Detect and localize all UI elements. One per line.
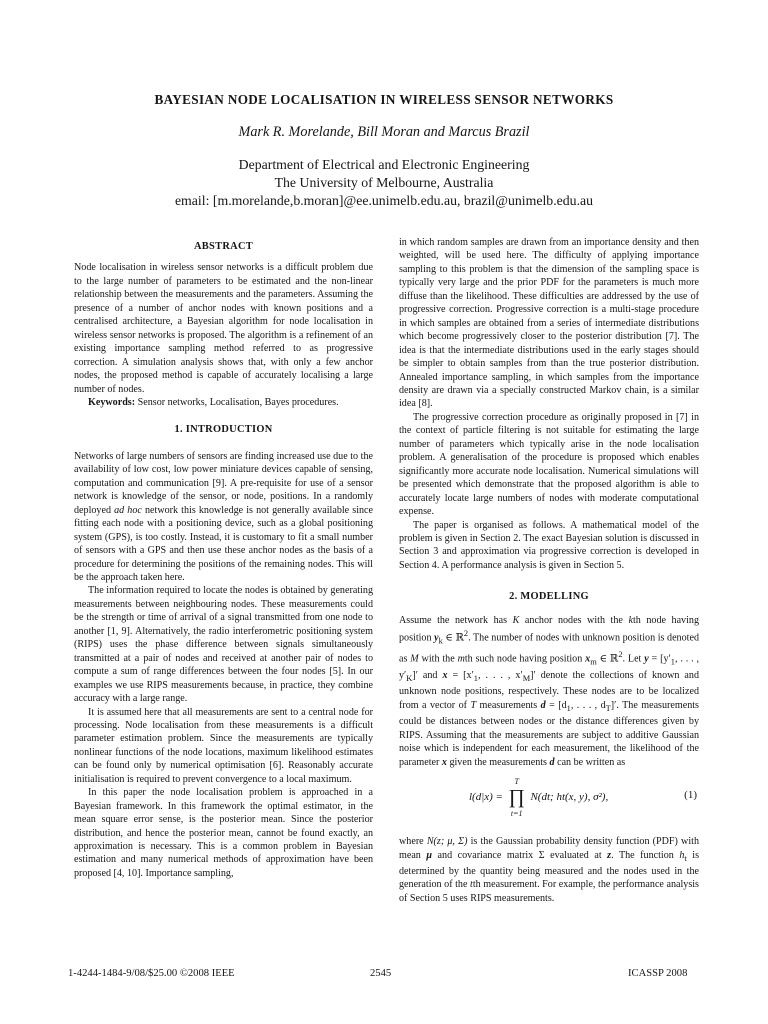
intro-paragraph-4: In this paper the node localisation problem is approached in a Bayesian framework. In this framework the optimal estimator, in the mean square error sense, is the posterior mean. Since the posterior distribution, and hence the posterior mean, cannot be found exactly, an approximation is necessary. This is a common problem in Bayesian estimation and many numerical methods of approximation have been proposed [4, 10]. Importance sampling, — [74, 787, 373, 879]
intro-paragraph-3: It is assumed here that all measurements are sent to a central node for processing. Node localisation from these measurements is a difficult parameter estimation problem. Since the measurements are typically nonlinear functions of the node locations, maximum likelihood estimates can be found only by numerical optimisation [6]. Reasonably accurate initialisation is required to prevent convergence to a local maximum. — [74, 706, 373, 785]
intro-p1-em: ad hoc — [114, 504, 142, 516]
paper-authors: Mark R. Morelande, Bill Moran and Marcus Brazil — [238, 124, 530, 140]
keywords-text: Sensor networks, Localisation, Bayes procedures. — [137, 396, 339, 408]
equation-body — [469, 777, 609, 819]
intro-paragraph-2: The information required to locate the nodes is obtained by generating measurements between neighbouring nodes. These measurements could be the strength or time of arrival of a signal transmitted from one node to another [1, 9]. Alternatively, the radio interferometric positioning system (RIPS) uses the phase difference between signals simultaneously transmitted at a pair of nodes and received at another pair of nodes to compute a sum of range differences between the four nodes [5]. In our examples we use RIPS measurements because, in practice, they combine accuracy with a large range. — [74, 585, 373, 705]
product-lower: t=1 — [510, 809, 523, 819]
intro-p1-b: network this knowledge is not generally available since fitting each node with a positioning device, such as a global positioning system (GPS), is too costly. Instead, it is customary to fit a small number of sensors with a GPS and then use these anchor nodes as the basis of a procedure for determining the positions of the remaining nodes. This will be the approach taken here. — [74, 504, 373, 583]
modelling-heading: 2. MODELLING — [509, 591, 589, 603]
affiliation-email: email: [m.morelande,b.moran]@ee.unimelb.edu.au, brazil@unimelb.edu.au — [174, 193, 594, 208]
modelling-paragraph-2: where N(z; μ, Σ) is the Gaussian probability density function (PDF) with mean μ and covariance matrix Σ evaluated at z. The function $h_t$ is determined by the quantity being measured and the nodes used in the generation of the tth measurement. For example, the performance analysis of Section 5 uses RIPS measurements. — [399, 836, 699, 904]
paper-title: BAYESIAN NODE LOCALISATION IN WIRELESS SENSOR NETWORKS — [154, 92, 614, 107]
abstract-text: Node localisation in wireless sensor networks is a difficult problem due to the large number of parameters to be estimated and the non-linear relationship between the measurements and the parameters. Assuming the presence of a number of anchor nodes with known positions and a centralised architecture, a Bayesian algorithm for node localisation in wireless sensor networks is proposed. The algorithm is a refinement of an existing importance sampling method referred to as progressive correction. A simulation analysis shows that, with only a few anchor nodes, the proposed method is capable of accurately localising a large number of nodes. — [74, 262, 373, 395]
product-operator — [508, 777, 526, 819]
footer-copyright: 1-4244-1484-9/08/$25.00 ©2008 IEEE — [68, 968, 235, 979]
equation-number: (1) — [684, 789, 697, 802]
keywords-label: Keywords: — [88, 396, 136, 408]
intro-paragraph-6: The progressive correction procedure as originally proposed in [7] in the context of particle filtering is not suitable for estimating the large number of parameters which typically arise in the node localisation problem. A generalisation of the procedure is proposed which enables significantly more accurate node localisation. Numerical simulations will be presented which demonstrate that the proposed algorithm is able to accurately locate large numbers of nodes with moderate computational expense. — [399, 411, 699, 518]
abstract-heading: ABSTRACT — [194, 241, 253, 252]
equation-1 — [399, 777, 699, 827]
affiliation-department: Department of Electrical and Electronic Engineering — [238, 157, 530, 172]
intro-p1-a: Networks of large numbers of sensors are finding increased use due to the availability of low cost, low power miniature devices capable of sensing, computation and communication [9]. A pre-requisite for use of a sensor network is knowledge of the sensor, or node, positions. In a randomly deployed — [74, 450, 373, 516]
affiliation-university: The University of Melbourne, Australia — [274, 175, 494, 190]
equation-rhs: N(dt; ht(x, y), σ²), — [530, 790, 609, 803]
product-upper: T — [514, 777, 519, 787]
footer-venue: ICASSP 2008 — [628, 968, 688, 979]
product-symbol: ∏ — [508, 786, 525, 809]
keywords — [74, 396, 373, 409]
intro-paragraph-7: The paper is organised as follows. A mathematical model of the problem is given in Section 2. The exact Bayesian solution is discussed in Section 3 and approximation via progressive correction is developed in Section 4. A performance analysis is given in Section 5. — [399, 519, 699, 571]
affiliation-block — [0, 156, 768, 210]
right-column — [399, 236, 699, 905]
intro-paragraph-5: in which random samples are drawn from an importance density and then weighted, will be used here. The difficulty of applying importance sampling to this problem is that the dimension of the sampling space is typically very large and the prior PDF for the parameters is much more diffuse than the likelihood. These difficulties are addressed by the use of progressive correction. Progressive correction is a multi-stage procedure in which samples are obtained from a series of intermediate distributions which become progressively closer to the posterior distribution [7]. The idea is that the intermediate distributions used in the early stages should be simpler to obtain samples from than the true posterior distribution. Annealed importance sampling, in which samples from the importance density are drawn via a specially constructed Markov chain, is a similar idea [8]. — [399, 237, 699, 410]
footer-page-number: 2545 — [370, 968, 392, 979]
modelling-paragraph-1: Assume the network has K anchor nodes with the kth node having position $y_k$ ∈ ℝ$^2$. The number of nodes with unknown position is denoted as M with the mth such node having position $x_m$ ∈ ℝ$^2$. Let $y = [y'_1$, . . . , $y'_K]'$ and $x = [x'_1$, . . . , $x'_M]'$ denote the collections of known and unknown node positions, respectively. These nodes are to be localized from a vector of T measurements $d = [d_1$, . . . , $d_T]'$. The measurements could be distances between nodes or the distance differences given by RIPS. Assuming that the measurements are subject to additive Gaussian noise which is independent for each measurement, the likelihood of the parameter x given the measurements d can be written as — [399, 614, 699, 768]
left-column — [74, 236, 373, 880]
equation-lhs: l(d|x) = — [469, 790, 503, 803]
intro-heading: 1. INTRODUCTION — [174, 424, 273, 436]
intro-paragraph-1 — [74, 450, 373, 585]
